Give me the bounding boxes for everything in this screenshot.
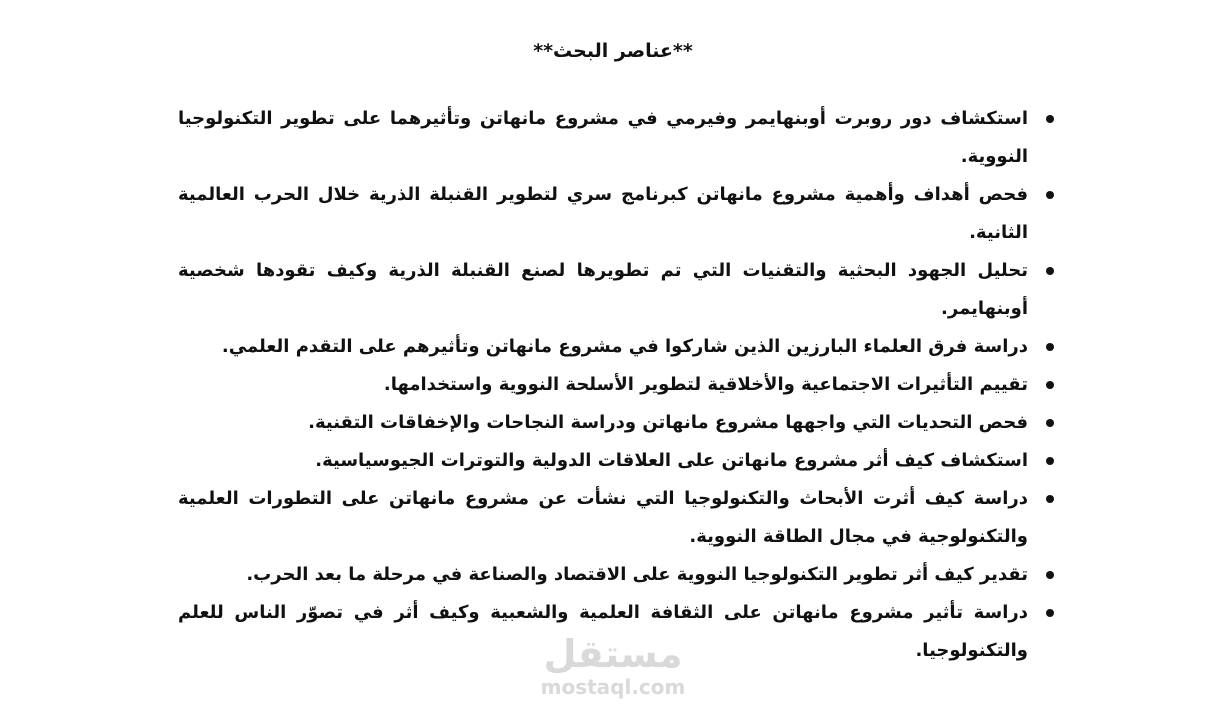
- list-item-text: استكشاف دور روبرت أوبنهايمر وفيرمي في مشروع مانهاتن وتأثيرهما على تطوير التكنولوجيا النووية.: [178, 108, 1028, 167]
- list-item-text: دراسة كيف أثرت الأبحاث والتكنولوجيا التي نشأت عن مشروع مانهاتن على التطورات العلمية والتكنولوجية في مجال الطاقة النووية.: [178, 488, 1028, 547]
- bullet-icon: [1046, 267, 1054, 275]
- list-item: [178, 366, 1058, 404]
- list-item-text: تحليل الجهود البحثية والتقنيات التي تم تطويرها لصنع القنبلة الذرية وكيف تقودها شخصية أوبنهايمر.: [178, 260, 1028, 319]
- bullet-icon: [1046, 343, 1054, 351]
- list-item: [178, 404, 1058, 442]
- list-item: [178, 556, 1058, 594]
- document-title: **عناصر البحث**: [533, 40, 693, 62]
- list-item-text: دراسة فرق العلماء البارزين الذين شاركوا في مشروع مانهاتن وتأثيرهم على التقدم العلمي.: [221, 336, 1028, 357]
- list-item: [178, 176, 1058, 252]
- list-item: [178, 100, 1058, 176]
- bullet-icon: [1046, 457, 1054, 465]
- list-item: [178, 328, 1058, 366]
- bullet-icon: [1046, 571, 1054, 579]
- bullet-icon: [1046, 495, 1054, 503]
- list-item-text: فحص التحديات التي واجهها مشروع مانهاتن ودراسة النجاحات والإخفاقات التقنية.: [308, 412, 1028, 433]
- bullet-icon: [1046, 115, 1054, 123]
- watermark-arabic: مستقل: [543, 632, 683, 676]
- list-item: [178, 252, 1058, 328]
- watermark-latin: mostaql.com: [540, 675, 686, 699]
- list-item-text: تقييم التأثيرات الاجتماعية والأخلاقية لتطوير الأسلحة النووية واستخدامها.: [383, 374, 1028, 395]
- list-item-text: فحص أهداف وأهمية مشروع مانهاتن كبرنامج سري لتطوير القنبلة الذرية خلال الحرب العالمية الثانية.: [178, 184, 1028, 243]
- list-item-text: استكشاف كيف أثر مشروع مانهاتن على العلاقات الدولية والتوترات الجيوسياسية.: [315, 450, 1028, 471]
- list-item: [178, 594, 1058, 670]
- bullet-icon: [1046, 609, 1054, 617]
- bullet-icon: [1046, 381, 1054, 389]
- research-elements-list: [178, 100, 1058, 670]
- list-item: [178, 442, 1058, 480]
- list-item-text: دراسة تأثير مشروع مانهاتن على الثقافة العلمية والشعبية وكيف أثر في تصوّر الناس للعلم والتكنولوجيا.: [178, 602, 1028, 661]
- list-item-text: تقدير كيف أثر تطوير التكنولوجيا النووية على الاقتصاد والصناعة في مرحلة ما بعد الحرب.: [246, 564, 1028, 585]
- bullet-icon: [1046, 419, 1054, 427]
- bullet-icon: [1046, 191, 1054, 199]
- list-item: [178, 480, 1058, 556]
